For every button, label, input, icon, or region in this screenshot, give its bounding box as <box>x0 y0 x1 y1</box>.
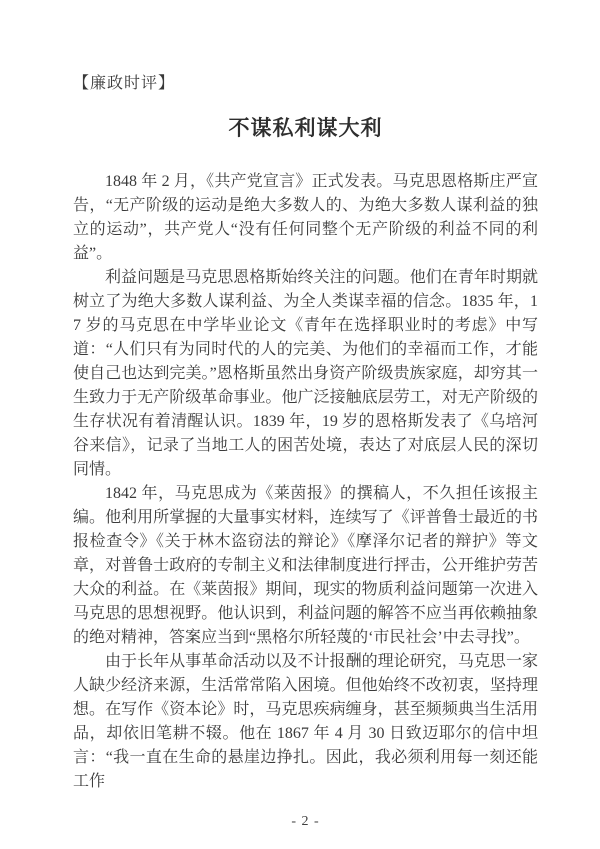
category-label: 【廉政时评】 <box>73 75 176 92</box>
paragraph: 1842 年，马克思成为《莱茵报》的撰稿人，不久担任该报主编。他利用所掌握的大量事实材料，连续写了《评普鲁士最近的书报检查令》《关于林木盗窃法的辩论》《摩泽尔记者的辩护》等文章，对普鲁士政府的专制主义和法律制度进行抨击，公开维护劳苦大众的利益。在《莱茵报》期间，现实的物质利益问题第一次进入马克思的思想视野。他认识到，利益问题的解答不应当再依赖抽象的绝对精神，答案应当到“黑格尔所轻蔑的‘市民社会’中去寻找”。 <box>73 485 538 646</box>
paragraph: 利益问题是马克思恩格斯始终关注的问题。他们在青年时期就树立了为绝大多数人谋利益、为全人类谋幸福的信念。1835 年，17 岁的马克思在中学毕业论文《青年在选择职业时的考虑》中写道：“人们只有为同时代的人的完美、为他们的幸福而工作，才能使自己也达到完美。”恩格斯虽然出身资产阶级贵族家庭，却穷其一生致力于无产阶级革命事业。他广泛接触底层劳工，对无产阶级的生存状况有着清醒认识。1839 年，19 岁的恩格斯发表了《乌培河谷来信》，记录了当地工人的困苦处境，表达了对底层人民的深切同情。 <box>73 269 538 478</box>
document-body <box>73 170 538 794</box>
page-number: - 2 - <box>291 814 320 829</box>
paragraph: 由于长年从事革命活动以及不计报酬的理论研究，马克思一家人缺少经济来源，生活常常陷入困境。但他始终不改初衷，坚持理想。在写作《资本论》时，马克思疾病缠身，甚至频频典当生活用品，却依旧笔耕不辍。他在 1867 年 4 月 30 日致迈耶尔的信中坦言：“我一直在生命的悬崖边挣扎。因此，我必须利用每一刻还能工作 <box>73 653 538 790</box>
page-title: 不谋私利谋大利 <box>228 116 383 140</box>
paragraph: 1848 年 2 月，《共产党宣言》正式发表。马克思恩格斯庄严宣告，“无产阶级的运动是绝大多数人的、为绝大多数人谋利益的独立的运动”，共产党人“没有任何同整个无产阶级的利益不同的利益”。 <box>73 173 538 262</box>
